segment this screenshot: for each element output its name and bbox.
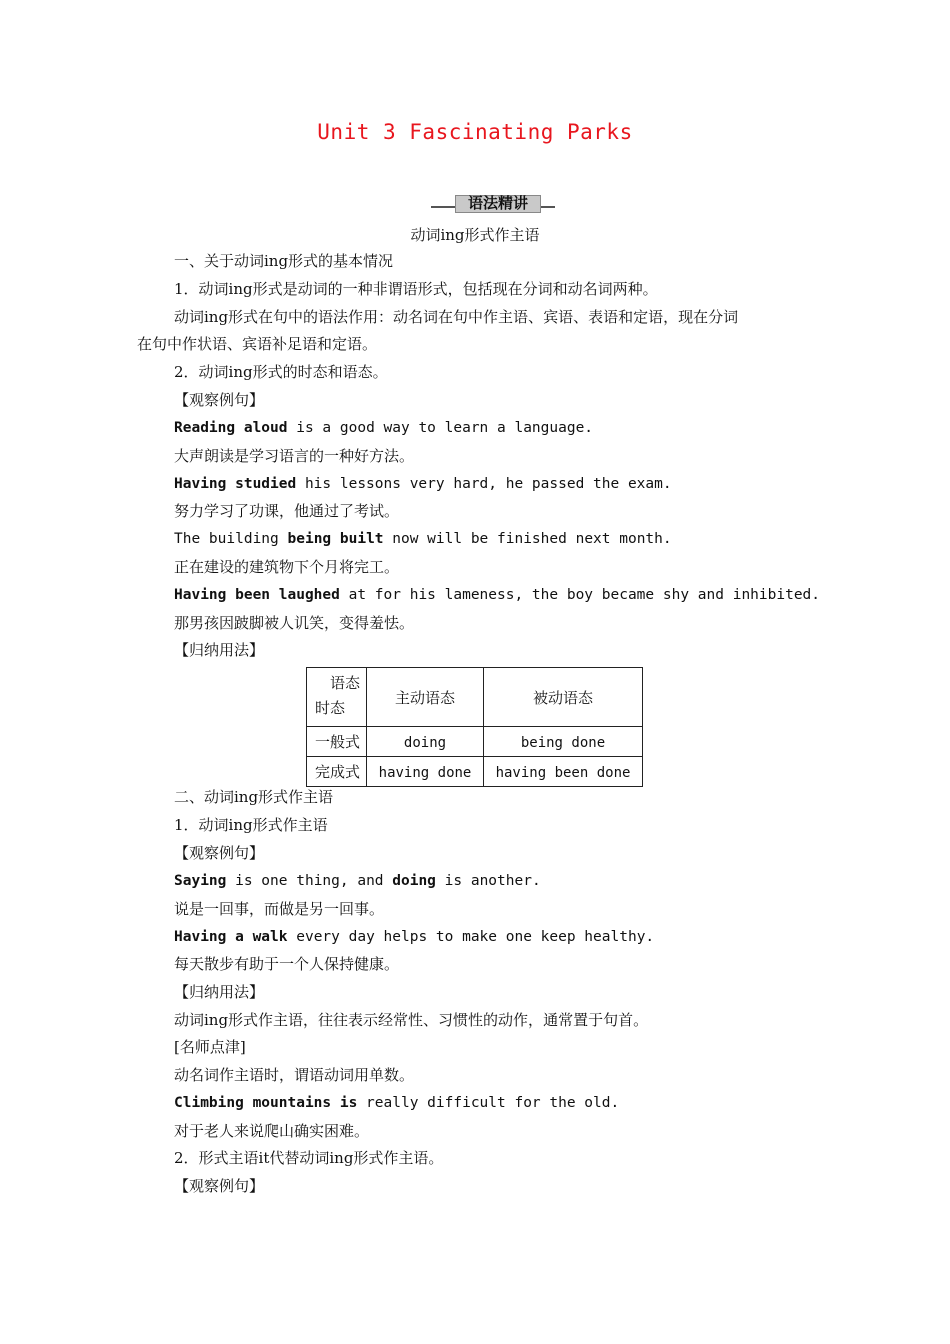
- summary-label: 【归纳用法】: [174, 641, 265, 659]
- cell-text: doing: [403, 734, 447, 751]
- table-cell: [367, 757, 484, 787]
- example-sentence: [174, 474, 672, 494]
- section1-heading: 一、关于动词ing形式的基本情况: [174, 252, 394, 270]
- table-header-row: [307, 668, 643, 727]
- example-text: is one thing, and: [226, 873, 393, 889]
- example-sentence: [174, 927, 654, 947]
- example-sentence: [174, 871, 541, 891]
- example-text: at for his lameness, the boy became shy and inhibited.: [339, 587, 821, 603]
- column-header-active: 主动语态: [367, 668, 484, 727]
- banner-rule-left: [431, 206, 457, 208]
- corner-tense-label: 时态: [315, 699, 346, 717]
- section2-heading: 二、动词ing形式作主语: [174, 788, 334, 806]
- banner-label: 语法精讲: [467, 194, 528, 212]
- example-text: is another.: [435, 873, 541, 889]
- table-row: [307, 757, 643, 787]
- table-cell: [484, 757, 643, 787]
- cell-text: having done: [378, 764, 472, 781]
- example-translation: 那男孩因跛脚被人讥笑，变得羞怯。: [174, 614, 415, 632]
- example-text: really difficult for the old.: [357, 1095, 620, 1111]
- row-label: 一般式: [307, 727, 367, 757]
- tense-voice-table: [306, 667, 643, 787]
- cell-text: having been done: [495, 764, 631, 781]
- observe-label: 【观察例句】: [174, 391, 265, 409]
- table-corner-cell: [307, 668, 367, 727]
- paragraph: 动词ing形式在句中的语法作用：动名词在句中作主语、宾语、表语和定语，现在分词: [174, 308, 739, 326]
- example-translation: 努力学习了功课，他通过了考试。: [174, 502, 400, 520]
- example-highlight: Saying: [174, 873, 227, 889]
- example-text: every day helps to make one keep healthy.: [287, 929, 655, 945]
- tip-label: [名师点津]: [174, 1038, 246, 1056]
- example-highlight: Climbing mountains is: [174, 1095, 358, 1111]
- column-header-passive: 被动语态: [484, 668, 643, 727]
- usage-rule: 动词ing形式作主语，往往表示经常性、习惯性的动作，通常置于句首。: [174, 1011, 649, 1029]
- example-text: is a good way to learn a language.: [287, 420, 594, 436]
- example-text: The building: [174, 531, 288, 547]
- example-sentence: [174, 585, 820, 605]
- example-sentence: [174, 1093, 619, 1113]
- table-row: [307, 727, 643, 757]
- paragraph: 2．动词ing形式的时态和语态。: [174, 363, 388, 381]
- paragraph: 1．动词ing形式是动词的一种非谓语形式，包括现在分词和动名词两种。: [174, 280, 658, 298]
- example-translation: 大声朗读是学习语言的一种好方法。: [174, 447, 415, 465]
- section-banner: [431, 193, 555, 215]
- example-translation: 说是一回事，而做是另一回事。: [174, 900, 385, 918]
- subtitle: 动词ing形式作主语: [410, 226, 540, 244]
- example-sentence: [174, 529, 672, 549]
- example-translation: 正在建设的建筑物下个月将完工。: [174, 558, 400, 576]
- example-sentence: [174, 418, 593, 438]
- example-text: his lessons very hard, he passed the exam.: [296, 476, 672, 492]
- example-highlight: Reading aloud: [174, 420, 288, 436]
- example-highlight: being built: [287, 531, 384, 547]
- page-title: Unit 3 Fascinating Parks: [317, 120, 633, 144]
- table-cell: [367, 727, 484, 757]
- observe-label: 【观察例句】: [174, 1177, 265, 1195]
- example-translation: 对于老人来说爬山确实困难。: [174, 1122, 370, 1140]
- table-cell: [484, 727, 643, 757]
- example-highlight: Having studied: [174, 476, 297, 492]
- example-translation: 每天散步有助于一个人保持健康。: [174, 955, 400, 973]
- row-label: 完成式: [307, 757, 367, 787]
- example-highlight: Having a walk: [174, 929, 288, 945]
- example-text: now will be finished next month.: [383, 531, 672, 547]
- tip-text: 动名词作主语时，谓语动词用单数。: [174, 1066, 415, 1084]
- paragraph: 2．形式主语it代替动词ing形式作主语。: [174, 1149, 444, 1167]
- corner-voice-label: 语态: [329, 674, 360, 692]
- cell-text: being done: [520, 734, 606, 751]
- observe-label: 【观察例句】: [174, 844, 265, 862]
- paragraph-continuation: 在句中作状语、宾语补足语和定语。: [137, 335, 378, 353]
- banner-rule-right: [541, 206, 555, 208]
- summary-label: 【归纳用法】: [174, 983, 265, 1001]
- example-highlight: doing: [392, 873, 436, 889]
- paragraph: 1．动词ing形式作主语: [174, 816, 328, 834]
- example-highlight: Having been laughed: [174, 587, 340, 603]
